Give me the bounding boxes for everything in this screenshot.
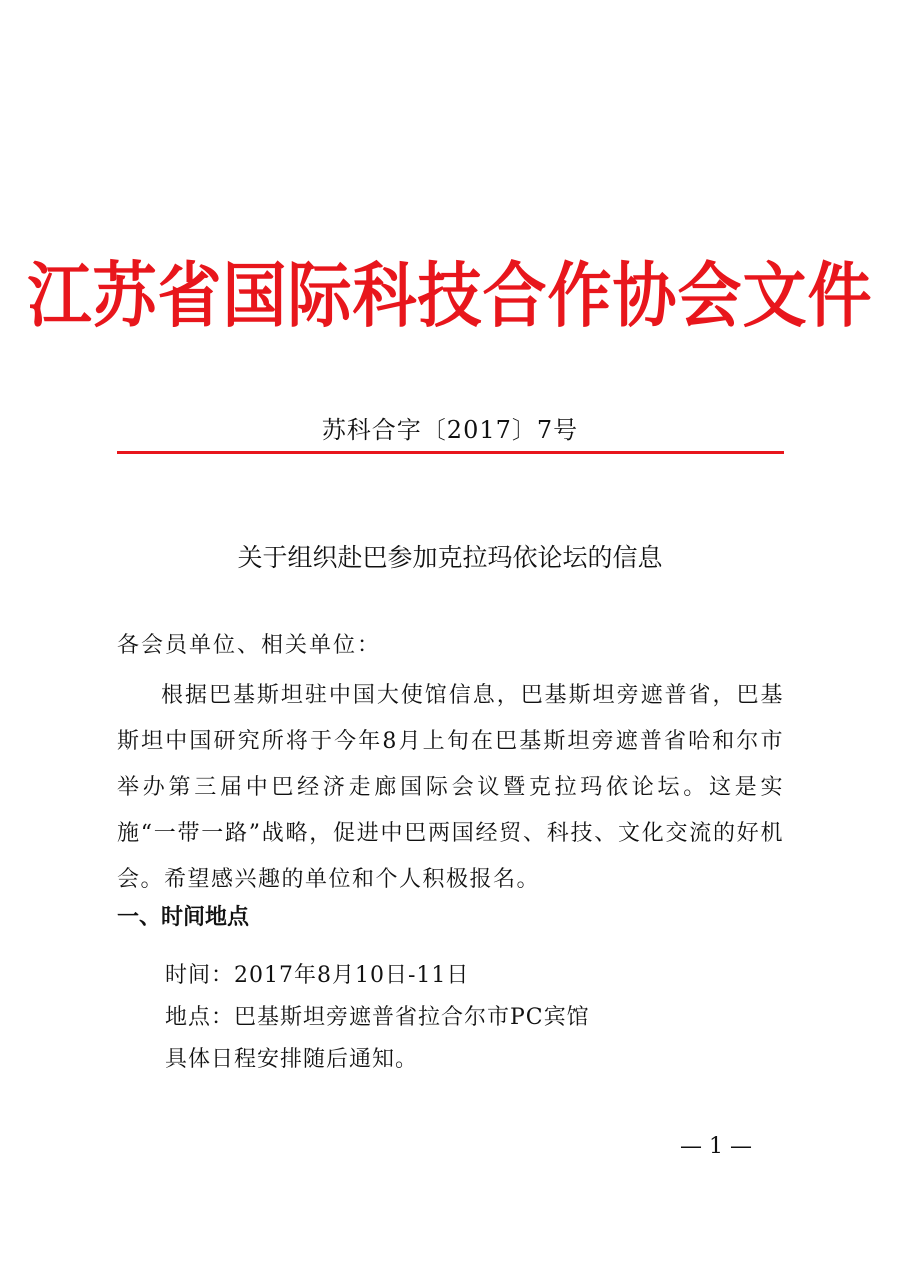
place-line: 地点：巴基斯坦旁遮普省拉合尔市PC宾馆 xyxy=(165,1005,590,1030)
red-divider xyxy=(117,451,784,454)
letterhead-title: 江苏省国际科技合作协会文件 xyxy=(27,256,873,338)
salutation: 各会员单位、相关单位： xyxy=(117,633,382,658)
document-title: 关于组织赴巴参加克拉玛依论坛的信息 xyxy=(237,543,663,572)
document-number: 苏科合字〔2017〕7号 xyxy=(321,416,579,444)
schedule-note: 具体日程安排随后通知。 xyxy=(165,1047,419,1072)
section-heading-time-place: 一、时间地点 xyxy=(117,905,250,930)
body-paragraph: 根据巴基斯坦驻中国大使馆信息，巴基斯坦旁遮普省，巴基斯坦中国研究所将于今年8月上旬在巴基斯坦旁遮普省哈和尔市举办第三届中巴经济走廊国际会议暨克拉玛依论坛。这是实施“一带一路”战略，促进中巴两国经贸、科技、文化交流的好机会。希望感兴趣的单位和个人积极报名。 xyxy=(117,683,784,892)
time-line: 时间：2017年8月10日-11日 xyxy=(165,963,470,988)
page-number: — 1 — xyxy=(680,1134,752,1159)
